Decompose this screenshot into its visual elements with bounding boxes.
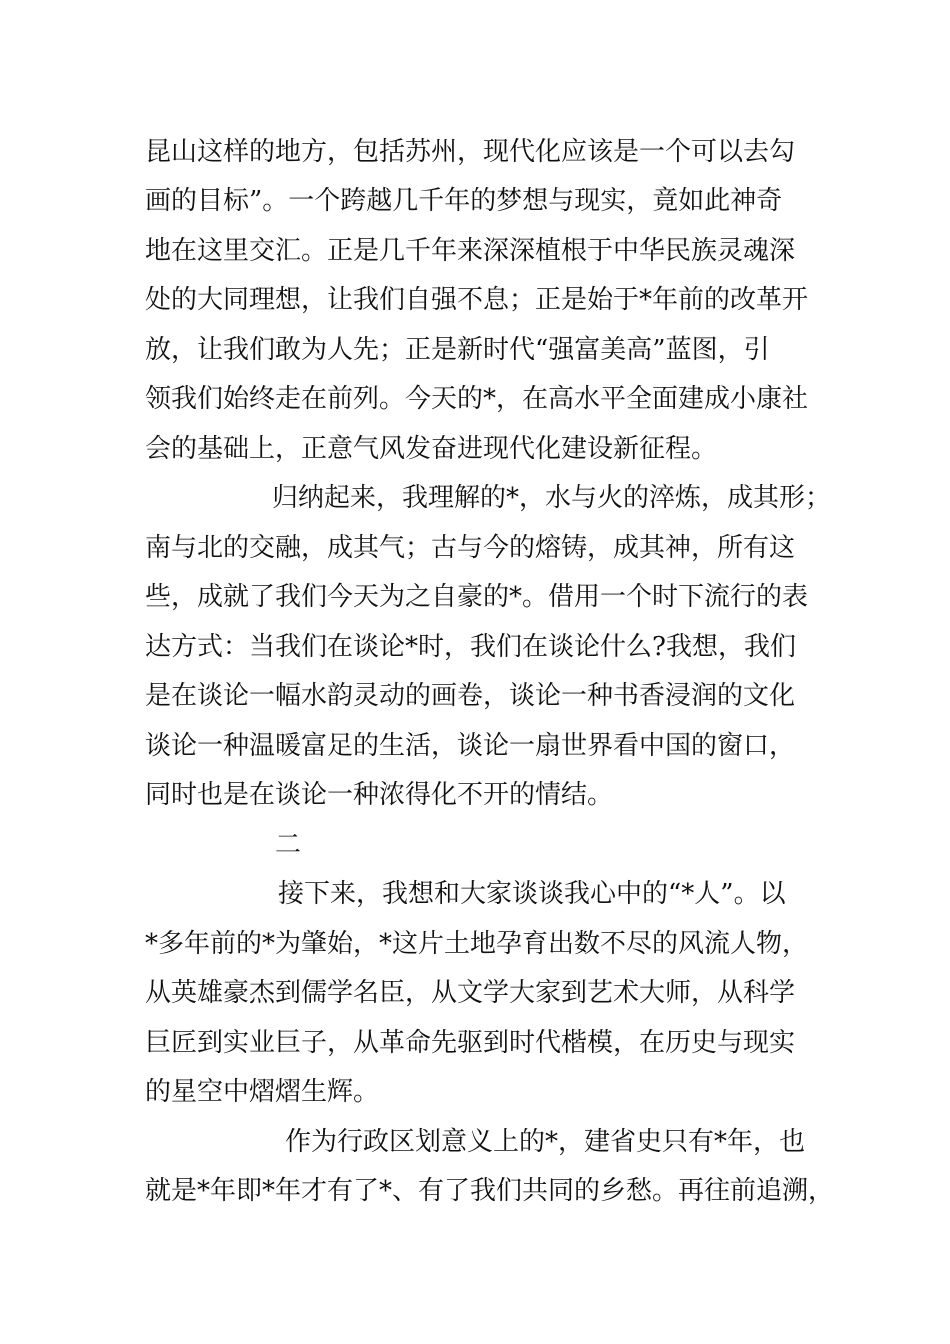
text-line: 同时也是在谈论一种浓得化不开的情结。 bbox=[145, 780, 614, 810]
text-line: 的星空中熠熠生辉。 bbox=[145, 1077, 380, 1107]
text-line: 巨匠到实业巨子，从革命先驱到时代楷模，在历史与现实 bbox=[145, 1028, 796, 1058]
text-line: *多年前的*为肇始，*这片土地孕育出数不尽的风流人物， bbox=[145, 929, 809, 959]
text-line: 会的基础上，正意气风发奋进现代化建设新征程。 bbox=[145, 434, 718, 464]
text-line: 达方式：当我们在谈论*时，我们在谈论什么?我想，我们 bbox=[145, 632, 796, 662]
paragraph-first-line: 接下来，我想和大家谈谈我心中的“*人”。以 bbox=[278, 879, 786, 909]
text-line: 从英雄豪杰到儒学名臣，从文学大家到艺术大师，从科学 bbox=[145, 978, 796, 1008]
text-line: 是在谈论一幅水韵灵动的画卷，谈论一种书香浸润的文化 bbox=[145, 681, 796, 711]
section-heading: 二 bbox=[275, 830, 302, 860]
text-line: 领我们始终走在前列。今天的*，在高水平全面建成小康社 bbox=[145, 384, 809, 414]
text-line: 画的目标”。一个跨越几千年的梦想与现实，竟如此神奇 bbox=[145, 186, 783, 216]
text-line: 就是*年即*年才有了*、有了我们共同的乡愁。再往前追溯， bbox=[145, 1176, 835, 1206]
text-line: 南与北的交融，成其气；古与今的熔铸，成其神，所有这 bbox=[145, 533, 796, 563]
paragraph-first-line: 归纳起来，我理解的*，水与火的淬炼，成其形； bbox=[272, 483, 832, 513]
text-line: 地在这里交汇。正是几千年来深深植根于中华民族灵魂深 bbox=[145, 236, 796, 266]
text-line: 谈论一种温暖富足的生活，谈论一扇世界看中国的窗口， bbox=[145, 731, 796, 761]
text-line: 些，成就了我们今天为之自豪的*。借用一个时下流行的表 bbox=[145, 582, 809, 612]
text-line: 处的大同理想，让我们自强不息；正是始于*年前的改革开 bbox=[145, 285, 809, 315]
text-line: 放，让我们敢为人先；正是新时代“强富美高”蓝图，引 bbox=[145, 335, 770, 365]
paragraph-first-line: 作为行政区划意义上的*，建省史只有*年，也 bbox=[285, 1127, 806, 1157]
text-line: 昆山这样的地方，包括苏州，现代化应该是一个可以去勾 bbox=[145, 137, 796, 167]
